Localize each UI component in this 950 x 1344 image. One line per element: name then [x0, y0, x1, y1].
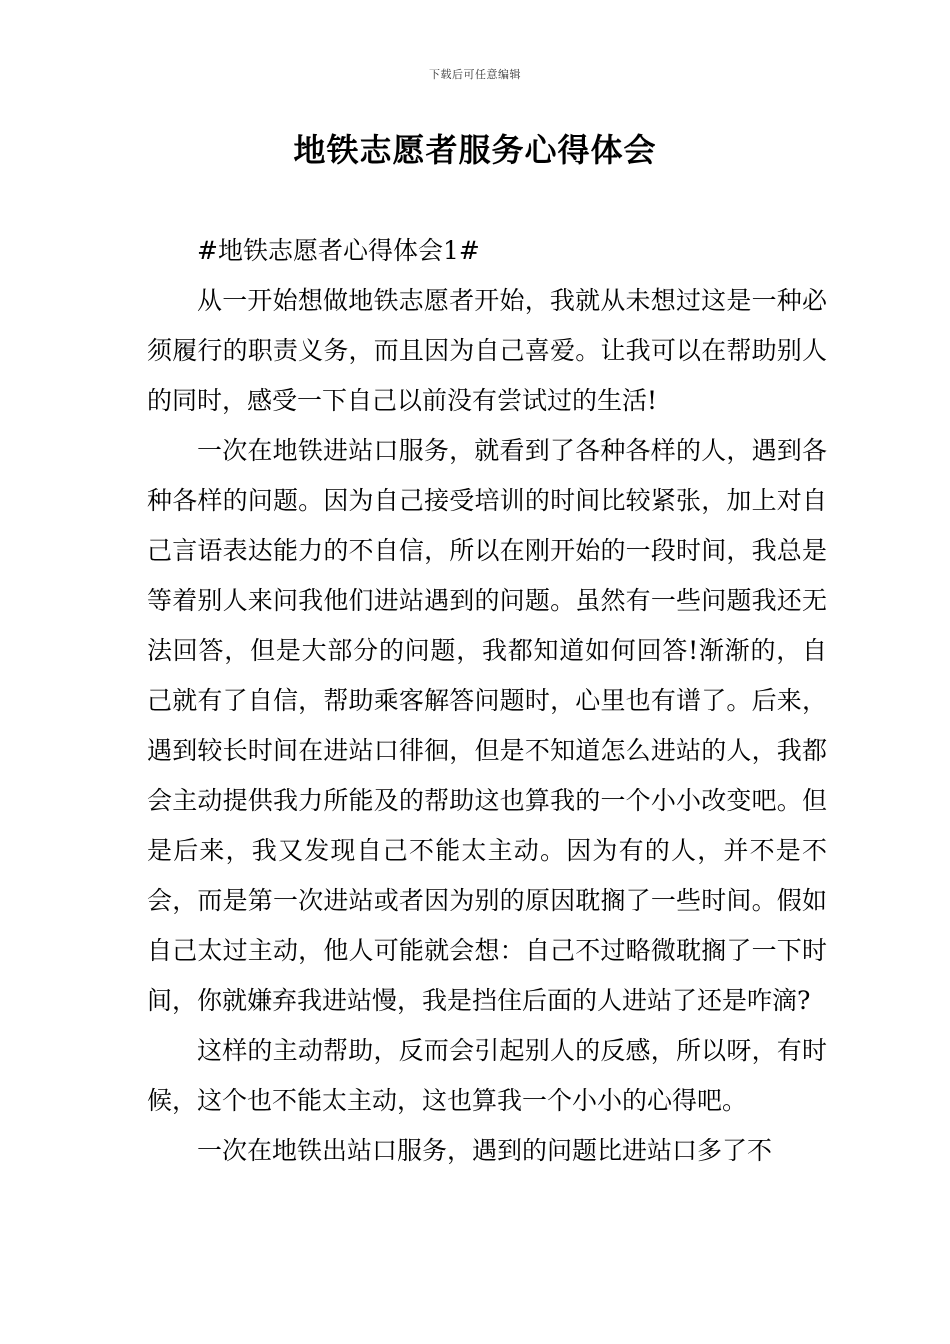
- section-heading: #地铁志愿者心得体会1#: [197, 236, 480, 265]
- paragraph-3: 这样的主动帮助，反而会引起别人的反感，所以呀，有时候，这个也不能太主动，这也算我一个小小的心得吧。: [147, 1036, 827, 1115]
- document-body: [147, 226, 827, 1176]
- paragraph-1: 从一开始想做地铁志愿者开始，我就从未想过这是一种必须履行的职责义务，而且因为自己喜爱。让我可以在帮助别人的同时，感受一下自己以前没有尝试过的生活!: [147, 286, 827, 415]
- header-note: 下载后可任意编辑: [429, 68, 521, 81]
- document-title: 地铁志愿者服务心得体会: [293, 131, 657, 169]
- paragraph-2: 一次在地铁进站口服务，就看到了各种各样的人，遇到各种各样的问题。因为自己接受培训的时间比较紧张，加上对自己言语表达能力的不自信，所以在刚开始的一段时间，我总是等着别人来问我他们进站遇到的问题。虽然有一些问题我还无法回答，但是大部分的问题，我都知道如何回答!渐渐的，自己就有了自信，帮助乘客解答问题时，心里也有谱了。后来，遇到较长时间在进站口徘徊，但是不知道怎么进站的人，我都会主动提供我力所能及的帮助这也算我的一个小小改变吧。但是后来，我又发现自己不能太主动。因为有的人，并不是不会，而是第一次进站或者因为别的原因耽搁了一些时间。假如自己太过主动，他人可能就会想：自己不过略微耽搁了一下时间，你就嫌弃我进站慢，我是挡住后面的人进站了还是咋滴?: [147, 436, 827, 1015]
- paragraph-4: 一次在地铁出站口服务，遇到的问题比进站口多了不: [197, 1136, 773, 1165]
